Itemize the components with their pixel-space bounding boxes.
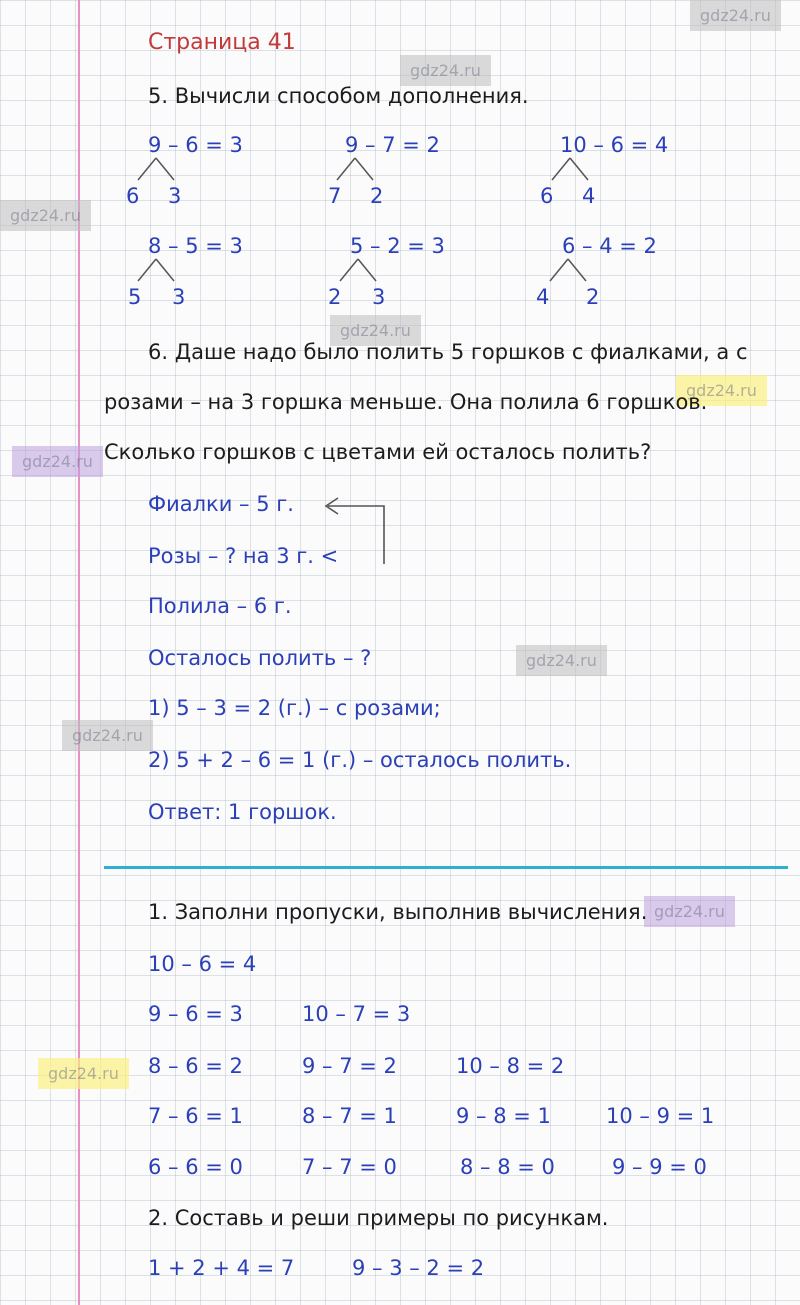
equation: 6 – 6 = 0 xyxy=(148,1155,243,1179)
task5-expression: 9 – 7 = 2 xyxy=(345,133,440,157)
decomposition-left: 7 xyxy=(328,184,342,208)
task5-title: 5. Вычисли способом дополнения. xyxy=(148,84,529,108)
decomposition-right: 3 xyxy=(172,285,186,309)
watermark: gdz24.ru xyxy=(38,1058,129,1089)
watermark: gdz24.ru xyxy=(690,0,781,31)
task5-expression: 10 – 6 = 4 xyxy=(560,133,669,157)
equation: 10 – 6 = 4 xyxy=(148,952,257,976)
watermark: gdz24.ru xyxy=(62,720,153,751)
task5-expression: 6 – 4 = 2 xyxy=(562,234,657,258)
decomposition-branches xyxy=(126,257,196,287)
decomposition-branches xyxy=(538,257,608,287)
condition-line: Фиалки – 5 г. xyxy=(148,492,294,516)
task6-text-line: 6. Даше надо было полить 5 горшков с фиалками, а с xyxy=(148,340,748,364)
equation: 10 – 9 = 1 xyxy=(606,1104,715,1128)
equation: 7 – 7 = 0 xyxy=(302,1155,397,1179)
decomposition-branches xyxy=(540,156,610,186)
watermark: gdz24.ru xyxy=(516,645,607,676)
equation: 8 – 8 = 0 xyxy=(460,1155,555,1179)
watermark: gdz24.ru xyxy=(0,200,91,231)
equation: 7 – 6 = 1 xyxy=(148,1104,243,1128)
equation: 9 – 7 = 2 xyxy=(302,1054,397,1078)
task5-expression: 9 – 6 = 3 xyxy=(148,133,243,157)
margin-line xyxy=(78,0,80,1305)
equation: 9 – 9 = 0 xyxy=(612,1155,707,1179)
decomposition-left: 6 xyxy=(126,184,140,208)
section-divider xyxy=(104,866,788,869)
condition-line: Полила – 6 г. xyxy=(148,594,292,618)
watermark: gdz24.ru xyxy=(400,55,491,86)
task5-expression: 5 – 2 = 3 xyxy=(350,234,445,258)
decomposition-right: 4 xyxy=(582,184,596,208)
task6-text-line: Сколько горшков с цветами ей осталось полить? xyxy=(104,440,652,464)
watermark: gdz24.ru xyxy=(676,375,767,406)
decomposition-left: 4 xyxy=(536,285,550,309)
decomposition-right: 2 xyxy=(370,184,384,208)
watermark: gdz24.ru xyxy=(330,315,421,346)
equation: 9 – 3 – 2 = 2 xyxy=(352,1256,485,1280)
page-title: Страница 41 xyxy=(148,30,296,55)
equation: 9 – 6 = 3 xyxy=(148,1002,243,1026)
task5-expression: 8 – 5 = 3 xyxy=(148,234,243,258)
decomposition-right: 3 xyxy=(372,285,386,309)
decomposition-branches xyxy=(328,257,398,287)
task2-title: 2. Составь и реши примеры по рисункам. xyxy=(148,1206,609,1230)
equation: 1 + 2 + 4 = 7 xyxy=(148,1256,295,1280)
solution-step: 2) 5 + 2 – 6 = 1 (г.) – осталось полить. xyxy=(148,748,572,772)
decomposition-left: 5 xyxy=(128,285,142,309)
equation: 10 – 7 = 3 xyxy=(302,1002,411,1026)
decomposition-left: 2 xyxy=(328,285,342,309)
comparison-arrow xyxy=(320,494,390,566)
equation: 9 – 8 = 1 xyxy=(456,1104,551,1128)
decomposition-right: 2 xyxy=(586,285,600,309)
watermark: gdz24.ru xyxy=(12,446,103,477)
decomposition-right: 3 xyxy=(168,184,182,208)
decomposition-left: 6 xyxy=(540,184,554,208)
equation: 8 – 7 = 1 xyxy=(302,1104,397,1128)
condition-line: Осталось полить – ? xyxy=(148,646,372,670)
condition-line: Розы – ? на 3 г. < xyxy=(148,544,339,568)
task1-title: 1. Заполни пропуски, выполнив вычисления. xyxy=(148,900,648,924)
answer-line: Ответ: 1 горшок. xyxy=(148,800,337,824)
equation: 10 – 8 = 2 xyxy=(456,1054,565,1078)
decomposition-branches xyxy=(325,156,395,186)
decomposition-branches xyxy=(126,156,196,186)
equation: 8 – 6 = 2 xyxy=(148,1054,243,1078)
task6-text-line: розами – на 3 горшка меньше. Она полила 6 горшков. xyxy=(104,390,708,414)
solution-step: 1) 5 – 3 = 2 (г.) – с розами; xyxy=(148,696,441,720)
watermark: gdz24.ru xyxy=(644,896,735,927)
